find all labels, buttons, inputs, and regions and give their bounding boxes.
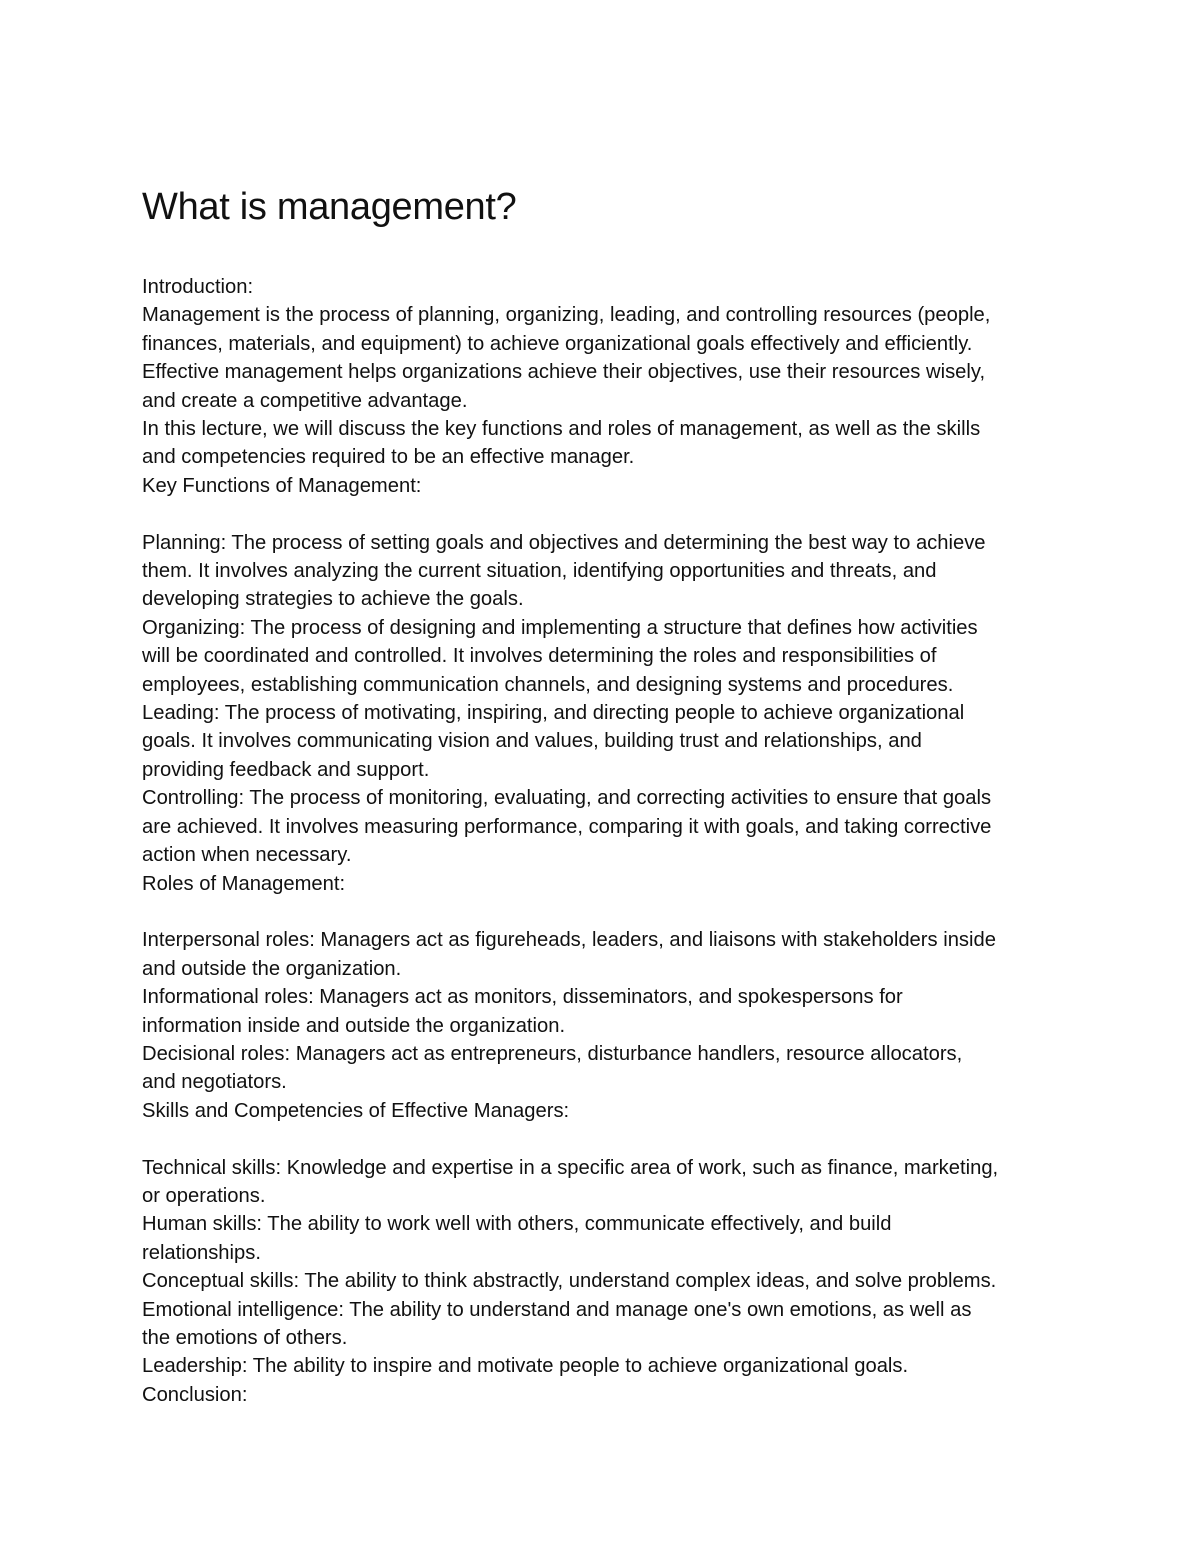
text-line: Decisional roles: Managers act as entrepreneurs, disturbance handlers, resource allocators, — [142, 1042, 963, 1065]
text-line: In this lecture, we will discuss the key functions and roles of management, as well as the skills — [142, 418, 981, 441]
text-line: Effective management helps organizations achieve their objectives, use their resources wisely, — [142, 361, 986, 384]
text-line: Leadership: The ability to inspire and motivate people to achieve organizational goals. — [142, 1355, 909, 1378]
text-line: employees, establishing communication channels, and designing systems and procedures. — [142, 673, 954, 696]
text-line: and create a competitive advantage. — [142, 389, 468, 412]
text-line: Organizing: The process of designing and implementing a structure that defines how activities — [142, 616, 978, 639]
document-body — [142, 273, 1072, 1409]
blank-line — [142, 500, 1072, 528]
text-line: them. It involves analyzing the current situation, identifying opportunities and threats, and — [142, 560, 937, 583]
text-line: Informational roles: Managers act as monitors, disseminators, and spokespersons for — [142, 986, 903, 1009]
text-line: Controlling: The process of monitoring, evaluating, and correcting activities to ensure that goals — [142, 787, 992, 810]
document-page — [142, 181, 1072, 1409]
section-heading: Skills and Competencies of Effective Managers: — [142, 1099, 570, 1122]
text-line: the emotions of others. — [142, 1326, 348, 1349]
document-title: What is management? — [142, 186, 517, 228]
text-line: finances, materials, and equipment) to achieve organizational goals effectively and efficiently. — [142, 332, 973, 355]
text-line: are achieved. It involves measuring performance, comparing it with goals, and taking corrective — [142, 815, 992, 838]
section-heading: Conclusion: — [142, 1383, 248, 1406]
text-line: Planning: The process of setting goals and objectives and determining the best way to achieve — [142, 531, 986, 554]
text-line: Leading: The process of motivating, inspiring, and directing people to achieve organizational — [142, 702, 965, 725]
text-line: Technical skills: Knowledge and expertise in a specific area of work, such as finance, marketing, — [142, 1156, 999, 1179]
text-line: will be coordinated and controlled. It involves determining the roles and responsibilities of — [142, 645, 937, 668]
text-line: and competencies required to be an effective manager. — [142, 446, 635, 469]
text-line: Conceptual skills: The ability to think abstractly, understand complex ideas, and solve problems. — [142, 1270, 997, 1293]
section-heading: Key Functions of Management: — [142, 474, 422, 497]
text-line: Emotional intelligence: The ability to understand and manage one's own emotions, as well as — [142, 1298, 972, 1321]
text-line: providing feedback and support. — [142, 758, 430, 781]
text-line: developing strategies to achieve the goals. — [142, 588, 524, 611]
text-line: and outside the organization. — [142, 957, 402, 980]
text-line: Interpersonal roles: Managers act as figureheads, leaders, and liaisons with stakeholders inside — [142, 929, 996, 952]
text-line: Introduction: — [142, 276, 254, 298]
blank-line — [142, 898, 1072, 926]
text-line: relationships. — [142, 1241, 261, 1264]
text-line: or operations. — [142, 1184, 266, 1207]
text-line: Human skills: The ability to work well with others, communicate effectively, and build — [142, 1213, 892, 1236]
text-line: action when necessary. — [142, 844, 352, 867]
text-line: and negotiators. — [142, 1071, 287, 1094]
text-line: goals. It involves communicating vision and values, building trust and relationships, and — [142, 730, 922, 753]
text-line: Management is the process of planning, organizing, leading, and controlling resources (people, — [142, 304, 991, 327]
blank-line — [142, 1125, 1072, 1153]
section-heading: Roles of Management: — [142, 872, 346, 895]
text-line: information inside and outside the organization. — [142, 1014, 566, 1037]
